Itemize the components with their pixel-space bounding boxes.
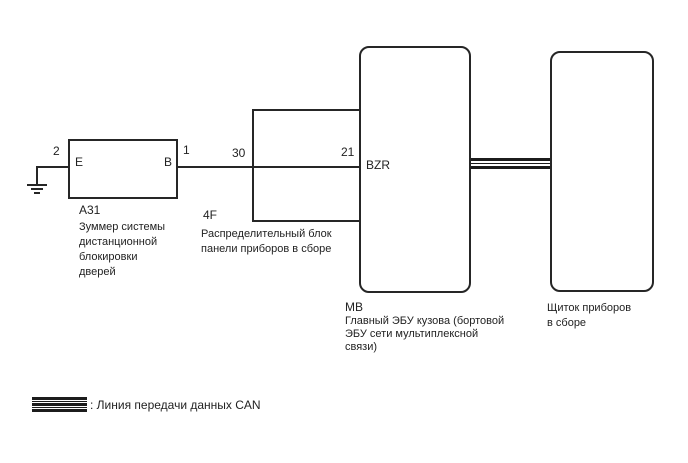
main-body-ecu-code: MB [345, 300, 363, 314]
instrument-cluster-box [550, 51, 654, 292]
buzzer-terminal-e: E [75, 155, 84, 169]
buzzer-code: A31 [79, 203, 101, 217]
junction-block-box [252, 109, 361, 222]
buzzer-pin1-number: 1 [183, 143, 190, 157]
main-body-ecu-description: Главный ЭБУ кузова (бортовой ЭБУ сети мультиплексной связи) [345, 315, 505, 353]
junction-block-code: 4F [203, 208, 218, 222]
wire-ground-drop [36, 168, 38, 185]
junction-block-description: Распределительный блок панели приборов в сборе [201, 228, 332, 255]
instrument-cluster-description: Щиток приборов в сборе [547, 302, 632, 329]
buzzer-pin2-number: 2 [53, 144, 60, 158]
buzzer-description: Зуммер системы дистанционной блокировки дверей [79, 221, 166, 278]
buzzer-terminal-b: B [164, 155, 173, 169]
junction-pin-30: 30 [232, 146, 246, 160]
wire-e-to-ground [36, 166, 70, 168]
legend-label: : Линия передачи данных CAN [90, 398, 261, 412]
junction-pin-21: 21 [341, 145, 355, 159]
can-bus-line [471, 158, 550, 169]
ecu-terminal-bzr: BZR [366, 158, 390, 172]
can-line-swatch-icon [32, 397, 87, 412]
buzzer-box [68, 139, 178, 199]
